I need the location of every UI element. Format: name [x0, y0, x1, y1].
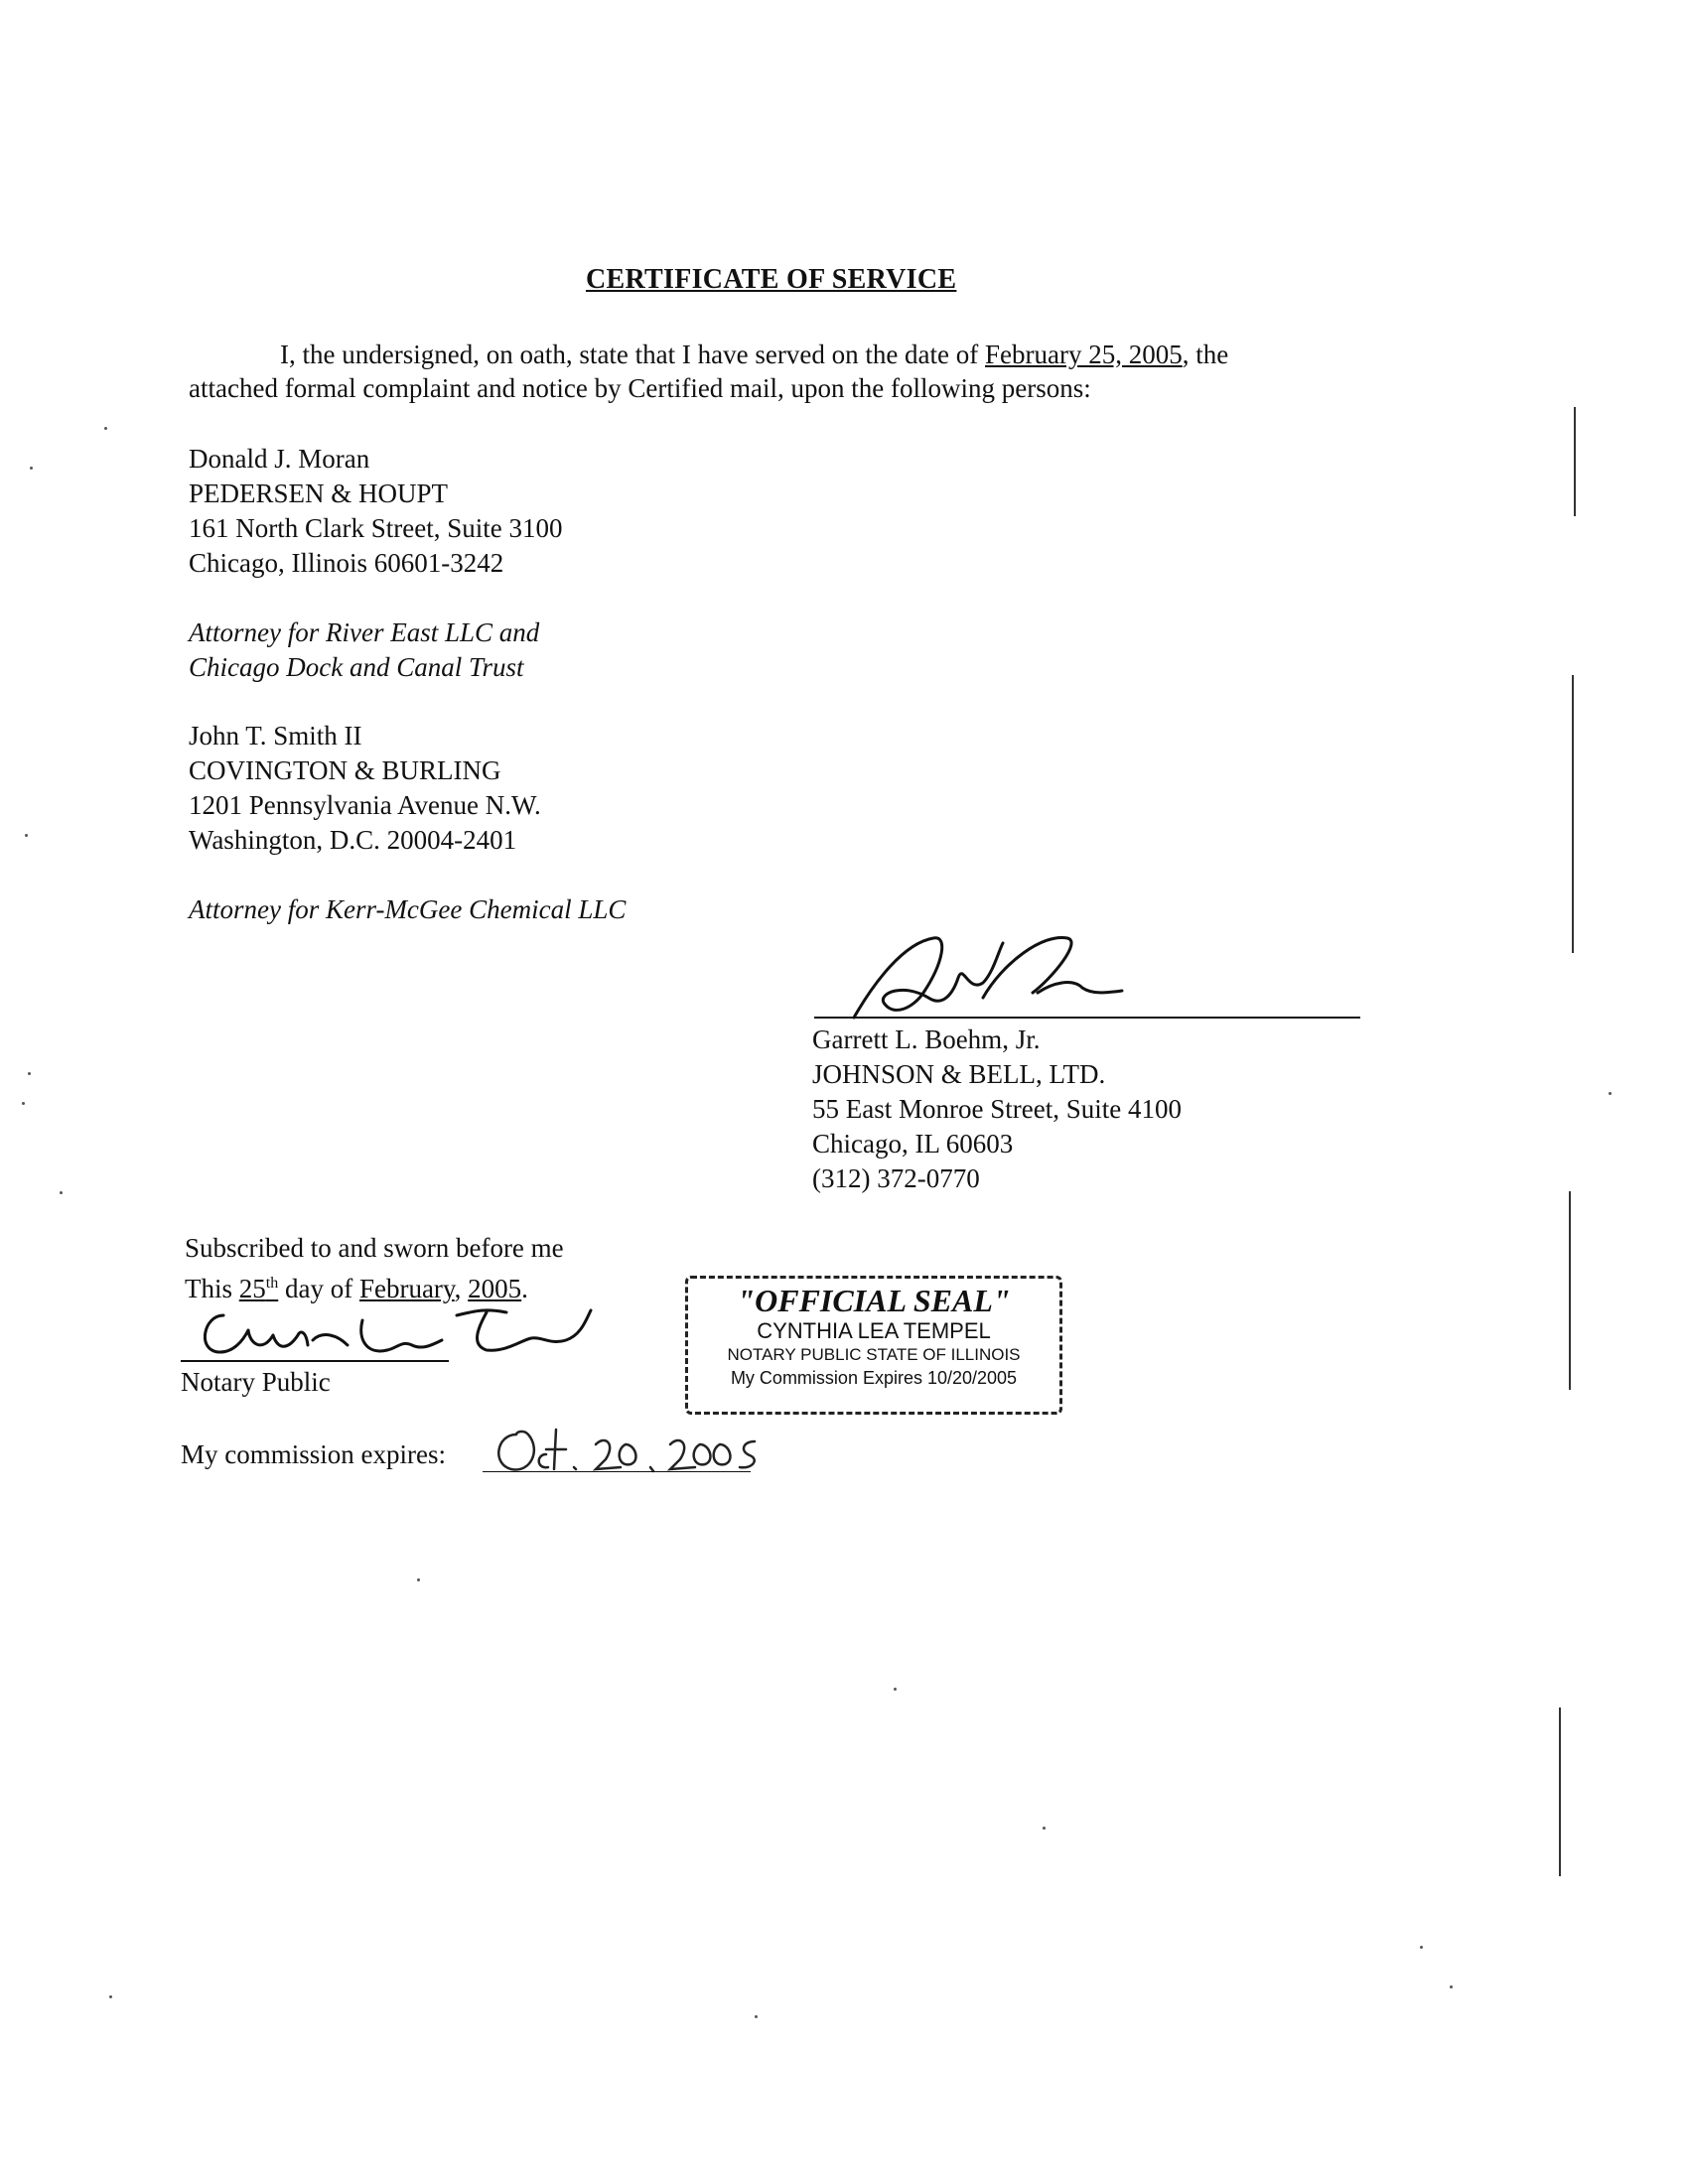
signer-name: Garrett L. Boehm, Jr. [812, 1024, 1041, 1054]
recipient-firm: COVINGTON & BURLING [189, 755, 501, 785]
notary-signature-image [189, 1291, 616, 1370]
intro-suffix: , the [1182, 340, 1229, 369]
recipient-block-2 [189, 719, 541, 858]
signer-firm: JOHNSON & BELL, LTD. [812, 1059, 1106, 1089]
notary-comma: , [454, 1274, 469, 1303]
recipient-role-line: Chicago Dock and Canal Trust [189, 652, 524, 682]
notary-this: This [185, 1274, 239, 1303]
notary-signature-line [181, 1360, 449, 1362]
commission-date-handwritten [487, 1420, 765, 1483]
signer-block [812, 1023, 1182, 1196]
page-title: CERTIFICATE OF SERVICE [586, 264, 957, 295]
signer-signature-line [814, 1017, 1360, 1019]
signer-address-line: Chicago, IL 60603 [812, 1129, 1014, 1159]
recipient-name: Donald J. Moran [189, 444, 370, 474]
recipient-name: John T. Smith II [189, 721, 362, 751]
notary-title: Notary Public [181, 1367, 331, 1397]
seal-name: CYNTHIA LEA TEMPEL [757, 1318, 991, 1343]
recipient-role-line: Attorney for River East LLC and [189, 617, 540, 647]
intro-prefix: I, the undersigned, on oath, state that I have served on the date of [280, 340, 986, 369]
recipient-address-line: 161 North Clark Street, Suite 3100 [189, 513, 563, 543]
notary-day-suffix: th [265, 1275, 279, 1292]
commission-label: My commission expires: [181, 1439, 446, 1469]
recipient-role-2 [189, 892, 626, 927]
seal-expiration: My Commission Expires 10/20/2005 [730, 1368, 1018, 1388]
notary-year: 2005 [468, 1274, 522, 1303]
recipient-role-1 [189, 615, 539, 685]
seal-heading: "OFFICIAL SEAL" [737, 1283, 1011, 1318]
recipient-address-line: Washington, D.C. 20004-2401 [189, 825, 517, 855]
notary-day-of: day of [278, 1274, 359, 1303]
recipient-block-1 [189, 442, 562, 581]
intro-line-2: attached formal complaint and notice by Certified mail, upon the following persons: [189, 373, 1091, 403]
notary-period: . [521, 1274, 528, 1303]
recipient-role-line: Attorney for Kerr-McGee Chemical LLC [189, 894, 627, 924]
intro-line-1 [280, 338, 1228, 372]
seal-state: NOTARY PUBLIC STATE OF ILLINOIS [727, 1345, 1021, 1364]
signer-phone: (312) 372-0770 [812, 1163, 980, 1193]
notary-day-number: 25 [238, 1274, 266, 1303]
recipient-address-line: 1201 Pennsylvania Avenue N.W. [189, 790, 541, 820]
scan-edge-mark [1572, 675, 1574, 953]
signer-address-line: 55 East Monroe Street, Suite 4100 [812, 1094, 1182, 1124]
notary-month: February [358, 1274, 455, 1303]
scan-edge-mark [1559, 1707, 1561, 1876]
scan-edge-mark [1569, 1191, 1571, 1390]
recipient-address-line: Chicago, Illinois 60601-3242 [189, 548, 504, 578]
service-date: February 25, 2005 [985, 340, 1183, 369]
scan-edge-mark [1574, 407, 1576, 516]
official-seal-stamp [685, 1276, 1062, 1415]
recipient-firm: PEDERSEN & HOUPT [189, 478, 449, 508]
commission-date-line [483, 1471, 751, 1472]
notary-line-1: Subscribed to and sworn before me [185, 1233, 564, 1263]
